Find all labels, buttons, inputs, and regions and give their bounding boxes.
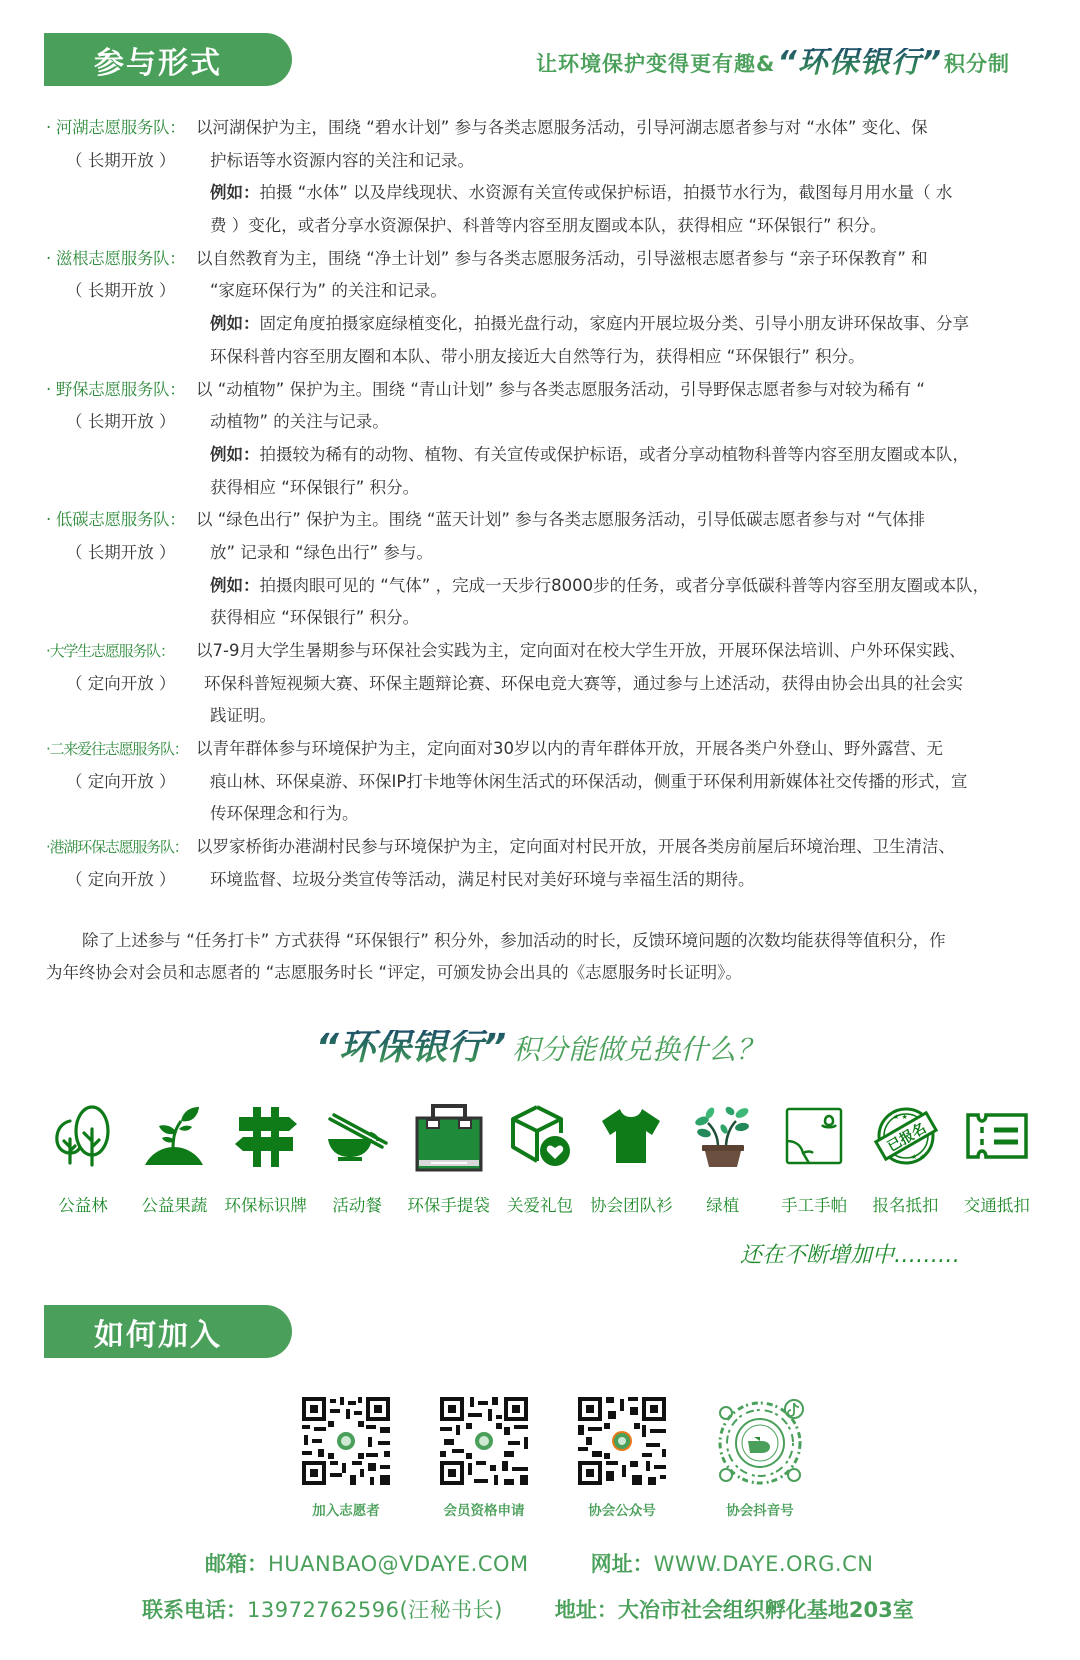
example-label: 例如： [210, 575, 260, 595]
tote-bag-icon [413, 1100, 485, 1172]
registered-stamp-icon [870, 1100, 942, 1172]
example-text: 拍摄较为稀有的动物、植物、有关宣传或保护标语，或者分享动植物科普等内容至朋友圈或本队， [259, 444, 969, 464]
reward-item [680, 1100, 766, 1216]
reward-label: 关爱礼包 [506, 1196, 573, 1215]
handkerchief-icon [778, 1100, 850, 1172]
tagline-prefix: 让环境保护变得更有趣& [536, 52, 776, 76]
qr-item[interactable] [576, 1395, 668, 1519]
douyin-code-icon[interactable] [714, 1395, 806, 1487]
address-label: 地址： [554, 1598, 618, 1622]
tagline-suffix: 积分制 [944, 52, 1010, 76]
team-desc-line: 以罗家桥街办港湖村民参与环境保护为主，定向面对村民开放，开展各类房前屋后环境治理、卫生清洁、 [196, 837, 955, 857]
team-item [46, 733, 1036, 831]
summary-paragraph [46, 925, 1036, 989]
reward-label: 交通抵扣 [963, 1196, 1030, 1215]
stamp-text: 已报名 [884, 1120, 929, 1156]
team-item [46, 635, 1036, 733]
reward-label: 手工手帕 [781, 1196, 848, 1215]
qr-code-list [300, 1395, 806, 1519]
team-example-line: 获得相应 “环保银行” 积分。 [210, 477, 420, 497]
tagline-brand: “环保银行” [777, 45, 942, 80]
example-label: 例如： [210, 314, 260, 334]
team-example-line [204, 439, 1036, 472]
reward-item [314, 1100, 400, 1216]
team-example-line [204, 308, 1036, 341]
team-desc-line: 以河湖保护为主，围绕 “碧水计划” 参与各类志愿服务活动，引导河湖志愿者参与对 “水体” 变化、保 [196, 118, 928, 137]
team-item [46, 243, 1036, 374]
svg-text:★ ★: ★ ★ [892, 1113, 908, 1121]
ticket-icon [961, 1100, 1033, 1172]
reward-label: 公益果蔬 [141, 1196, 208, 1215]
team-desc-line: 以 “动植物” 保护为主。围绕 “青山计划” 参与各类志愿服务活动，引导野保志愿者参与对较为稀有 “ [196, 379, 925, 399]
example-text: 拍摄 “水体” 以及岸线现状、水资源有关宣传或保护标语，拍摄节水行为，截图每月用水量（ 水 [259, 183, 953, 203]
reward-item [223, 1100, 309, 1216]
sprout-icon [138, 1100, 210, 1172]
reward-item [771, 1100, 857, 1216]
team-name: · 滋根志愿服务队： [46, 248, 186, 268]
team-example-line: 环保科普内容至朋友圈和本队、带小朋友接近大自然等行为，获得相应 “环保银行” 积分。 [210, 346, 865, 366]
team-example-line [204, 570, 1036, 603]
reward-label: 报名抵扣 [872, 1196, 939, 1215]
website-value[interactable]: WWW.DAYE.ORG.CN [653, 1552, 874, 1576]
qr-label: 加入志愿者 [312, 1503, 380, 1519]
team-open-status: （ 定向开放 ） [66, 771, 176, 791]
bowl-chopsticks-icon [321, 1100, 393, 1172]
tshirt-icon [595, 1100, 667, 1172]
team-name: ·二来爱往志愿服务队： [46, 740, 188, 759]
reward-label: 协会团队衫 [590, 1196, 673, 1215]
contact-row [0, 1594, 1080, 1624]
team-desc-line: 以7-9月大学生暑期参与环保社会实践为主，定向面对在校大学生开放，开展环保法培训、户外环保实践、 [196, 641, 966, 660]
phone-value[interactable]: 13972762596(汪秘书长) [247, 1598, 503, 1622]
qr-code-icon[interactable] [300, 1395, 392, 1487]
address-value: 大冶市社会组织孵化基地203室 [617, 1598, 914, 1622]
exchange-brand: “环保银行” [315, 1027, 507, 1068]
more-coming-text: 还在不断增加中……… [739, 1243, 960, 1268]
qr-label: 协会公众号 [588, 1503, 656, 1519]
team-desc-line: 痕山林、环保桌游、环保IP打卡地等休闲生活式的环保活动，侧重于环保利用新媒体社交传播的形式，宣 [210, 771, 968, 791]
team-desc-line: “家庭环保行为” 的关注和记录。 [210, 281, 447, 301]
exchange-question: 积分能做兑换什么？ [512, 1033, 765, 1067]
team-open-status: （ 长期开放 ） [66, 412, 176, 432]
team-open-status: （ 长期开放 ） [66, 542, 176, 562]
reward-label: 环保手提袋 [407, 1196, 490, 1215]
team-desc-line: 环境监督、垃圾分类宣传等活动，满足村民对美好环境与幸福生活的期待。 [210, 869, 755, 889]
volunteer-teams-list [46, 112, 1036, 897]
team-name: · 河湖志愿服务队： [46, 118, 186, 137]
reward-label: 绿植 [706, 1196, 740, 1215]
reward-item [131, 1100, 217, 1216]
summary-line: 除了上述参与 “任务打卡” 方式获得 “环保银行” 积分外，参加活动的时长，反馈环境问题的次数均能获得等值积分，作 [82, 931, 946, 950]
reward-item [863, 1100, 949, 1216]
team-open-status: （ 定向开放 ） [66, 869, 176, 889]
team-item [46, 374, 1036, 505]
reward-item [406, 1100, 492, 1216]
svg-text:★ ★: ★ ★ [910, 1153, 926, 1161]
tagline [536, 45, 1010, 80]
team-example-line: 获得相应 “环保银行” 积分。 [210, 608, 420, 628]
email-value[interactable]: HUANBAO@VDAYE.COM [268, 1552, 529, 1576]
team-example-line [204, 177, 1036, 210]
team-item [46, 831, 1036, 896]
reward-item [588, 1100, 674, 1216]
team-name: ·港湖环保志愿服务队： [46, 838, 188, 857]
email-label: 邮箱： [205, 1552, 268, 1576]
team-open-status: （ 长期开放 ） [66, 281, 176, 301]
team-name: ·大学生志愿服务队： [46, 642, 174, 660]
potted-plant-icon [687, 1100, 759, 1172]
qr-item[interactable] [714, 1395, 806, 1519]
team-open-status: （ 长期开放 ） [66, 150, 176, 170]
team-item [46, 504, 1036, 635]
trees-icon [47, 1100, 119, 1172]
reward-label: 公益林 [58, 1196, 108, 1215]
team-desc-line: 动植物” 的关注与记录。 [210, 412, 389, 432]
team-desc-line: 放” 记录和 “绿色出行” 参与。 [210, 542, 433, 562]
reward-label: 环保标识牌 [224, 1196, 308, 1215]
team-open-status: （ 定向开放 ） [66, 673, 176, 693]
qr-item[interactable] [300, 1395, 392, 1519]
summary-line: 为年终协会对会员和志愿者的 “志愿服务时长 “评定，可颁发协会出具的《志愿服务时长证明》。 [46, 963, 742, 982]
qr-item[interactable] [438, 1395, 530, 1519]
section-title-participation: 参与形式 [44, 33, 292, 86]
team-desc-line: 环保科普短视频大赛、环保主题辩论赛、环保电竞大赛等，通过参与上述活动，获得由协会出具的社会实 [204, 673, 963, 693]
team-desc-line: 传环保理念和行为。 [210, 804, 359, 824]
gift-box-heart-icon [504, 1100, 576, 1172]
qr-label: 协会抖音号 [726, 1503, 794, 1519]
reward-item [497, 1100, 583, 1216]
example-text: 固定角度拍摄家庭绿植变化，拍摄光盘行动，家庭内开展垃圾分类、引导小朋友讲环保故事、分享 [259, 314, 969, 334]
example-text: 拍摄肉眼可见的 “气体” ，完成一天步行8000步的任务，或者分享低碳科普等内容至朋友圈或本队， [259, 575, 990, 595]
section-title-how-to-join: 如何加入 [44, 1305, 292, 1358]
qr-label: 会员资格申请 [443, 1503, 525, 1519]
team-desc-line: 以自然教育为主，围绕 “净土计划” 参与各类志愿服务活动，引导滋根志愿者参与 “亲子环保教育” 和 [196, 248, 928, 268]
reward-item [40, 1100, 126, 1216]
qr-code-icon[interactable] [438, 1395, 530, 1487]
qr-code-icon[interactable] [576, 1395, 668, 1487]
exchange-heading [0, 1027, 1080, 1068]
team-example-line: 费 ）变化，或者分享水资源保护、科普等内容至朋友圈或本队，获得相应 “环保银行” 积分。 [210, 216, 887, 236]
team-item [46, 112, 1036, 243]
example-label: 例如： [210, 183, 260, 203]
rewards-list [40, 1100, 1040, 1216]
team-name: · 低碳志愿服务队： [46, 510, 186, 530]
team-desc-line: 以 “绿色出行” 保护为主。围绕 “蓝天计划” 参与各类志愿服务活动，引导低碳志愿者参与对 “气体排 [196, 510, 925, 530]
reward-item [954, 1100, 1040, 1216]
team-desc-line: 践证明。 [210, 706, 276, 726]
team-name: · 野保志愿服务队： [46, 379, 186, 399]
team-desc-line: 以青年群体参与环境保护为主，定向面对30岁以内的青年群体开放，开展各类户外登山、野外露营、无 [196, 739, 943, 759]
phone-label: 联系电话： [142, 1598, 247, 1622]
signpost-icon [230, 1100, 302, 1172]
reward-label: 活动餐 [332, 1196, 382, 1215]
contact-row [0, 1548, 1080, 1578]
example-label: 例如： [210, 444, 260, 464]
team-desc-line: 护标语等水资源内容的关注和记录。 [210, 150, 474, 170]
website-label: 网址： [590, 1552, 654, 1576]
